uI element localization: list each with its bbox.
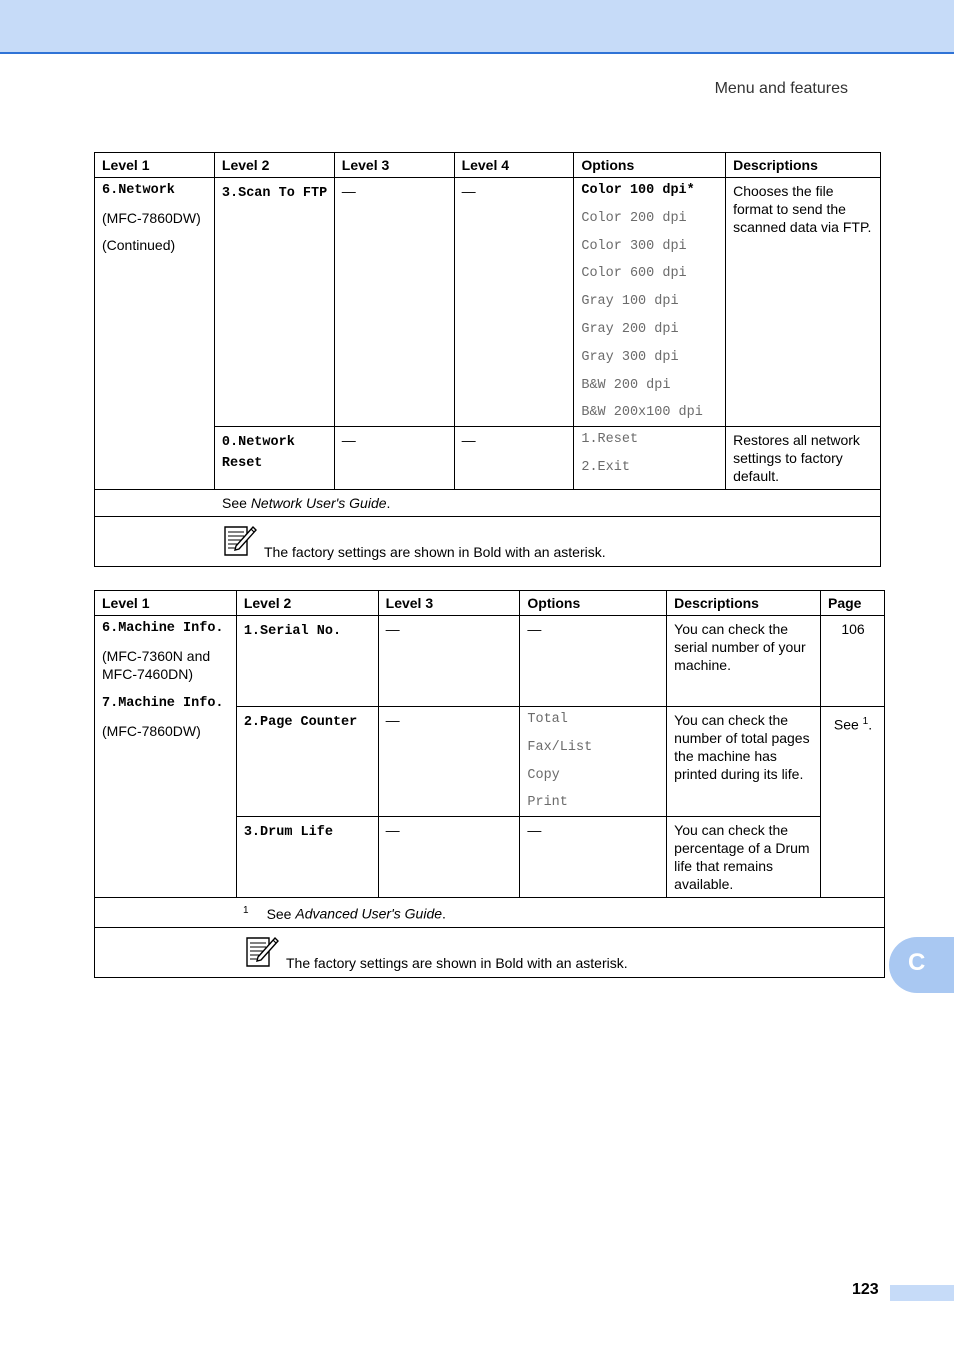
level1-model: (MFC-7360N and MFC-7460DN) (102, 648, 211, 682)
level1-model: (MFC-7860DW) (102, 723, 201, 739)
description-cell: Chooses the file format to send the scanned data via FTP. (726, 178, 881, 427)
level3-cell: — (378, 817, 520, 898)
header-page: Page (821, 591, 885, 616)
note-text: The factory settings are shown in Bold with an asterisk. (286, 955, 628, 972)
option-item: Color 100 dpi* (581, 183, 695, 198)
option-item: 2.Exit (581, 460, 630, 476)
header-level3: Level 3 (378, 591, 520, 616)
level3-cell: — (334, 178, 454, 427)
level4-cell: — (454, 178, 574, 427)
header-options: Options (574, 153, 726, 178)
see-guide-row: See Network User's Guide. (95, 490, 881, 517)
page-number: 123 (852, 1281, 879, 1298)
network-menu-table (94, 152, 881, 567)
footnote-ref: 1 (862, 716, 869, 727)
header-band (0, 0, 954, 54)
header-level2: Level 2 (214, 153, 334, 178)
option-item: Color 600 dpi (581, 266, 687, 282)
footnote-number: 1 (243, 905, 249, 917)
option-item: Gray 300 dpi (581, 349, 679, 365)
option-item: Gray 100 dpi (581, 294, 679, 310)
header-level2: Level 2 (236, 591, 378, 616)
option-item: B&W 200 dpi (581, 377, 671, 393)
option-item: Total (527, 712, 568, 727)
option-item: Color 200 dpi (581, 210, 687, 226)
option-item: Copy (527, 767, 560, 783)
options-cell (574, 178, 726, 427)
description-cell: Restores all network settings to factory default. (726, 427, 881, 490)
running-head: Menu and features (714, 80, 848, 97)
note-row (95, 517, 881, 567)
machine-info-table (94, 590, 885, 978)
option-item: Color 300 dpi (581, 238, 687, 254)
options-cell (574, 427, 726, 490)
note-row (95, 928, 885, 978)
page-cell: See $^1$. (821, 707, 885, 898)
header-level1: Level 1 (95, 591, 237, 616)
level1-cell (95, 178, 215, 490)
header-level3: Level 3 (334, 153, 454, 178)
note-text: The factory settings are shown in Bold with an asterisk. (264, 544, 606, 561)
level1-continued: (Continued) (102, 237, 176, 253)
page-number-bar (890, 1285, 954, 1301)
option-item: 1.Reset (581, 432, 639, 448)
level1-code: 7.Machine Info. (102, 696, 224, 711)
level4-cell: — (454, 427, 574, 490)
description-cell: You can check the number of total pages the machine has printed during its life. (667, 707, 821, 817)
page-cell: 106 (821, 616, 885, 707)
options-cell: — (520, 616, 667, 707)
option-item: Print (527, 795, 568, 811)
header-descriptions: Descriptions (726, 153, 881, 178)
description-cell: You can check the serial number of your machine. (667, 616, 821, 707)
description-cell: You can check the percentage of a Drum life that remains available. (667, 817, 821, 898)
level2-scan-to-ftp: 3.Scan To FTP (214, 178, 334, 427)
level3-cell: — (378, 616, 520, 707)
level1-code: 6.Network (102, 183, 175, 198)
level2-network-reset: 0.Network Reset (214, 427, 334, 490)
level3-cell: — (334, 427, 454, 490)
options-cell: — (520, 817, 667, 898)
options-cell (520, 707, 667, 817)
chapter-tab: C (889, 937, 954, 993)
level1-cell (95, 616, 237, 898)
level1-code: 6.Machine Info. (102, 621, 224, 636)
option-item: Fax/List (527, 739, 593, 755)
header-options: Options (520, 591, 667, 616)
level2-serial-no: 1.Serial No. (236, 616, 378, 707)
guide-reference: Advanced User's Guide (295, 906, 443, 923)
note-pencil-icon (244, 934, 280, 972)
footnote-row: $^1$ See Advanced User's Guide. (95, 898, 885, 928)
header-level4: Level 4 (454, 153, 574, 178)
guide-reference: Network User's Guide (250, 495, 387, 512)
level3-cell: — (378, 707, 520, 817)
level1-model: (MFC-7860DW) (102, 210, 201, 226)
header-descriptions: Descriptions (667, 591, 821, 616)
option-item: B&W 200x100 dpi (581, 405, 703, 421)
level2-drum-life: 3.Drum Life (236, 817, 378, 898)
level2-page-counter: 2.Page Counter (236, 707, 378, 817)
header-level1: Level 1 (95, 153, 215, 178)
option-item: Gray 200 dpi (581, 321, 679, 337)
note-pencil-icon (222, 523, 258, 561)
